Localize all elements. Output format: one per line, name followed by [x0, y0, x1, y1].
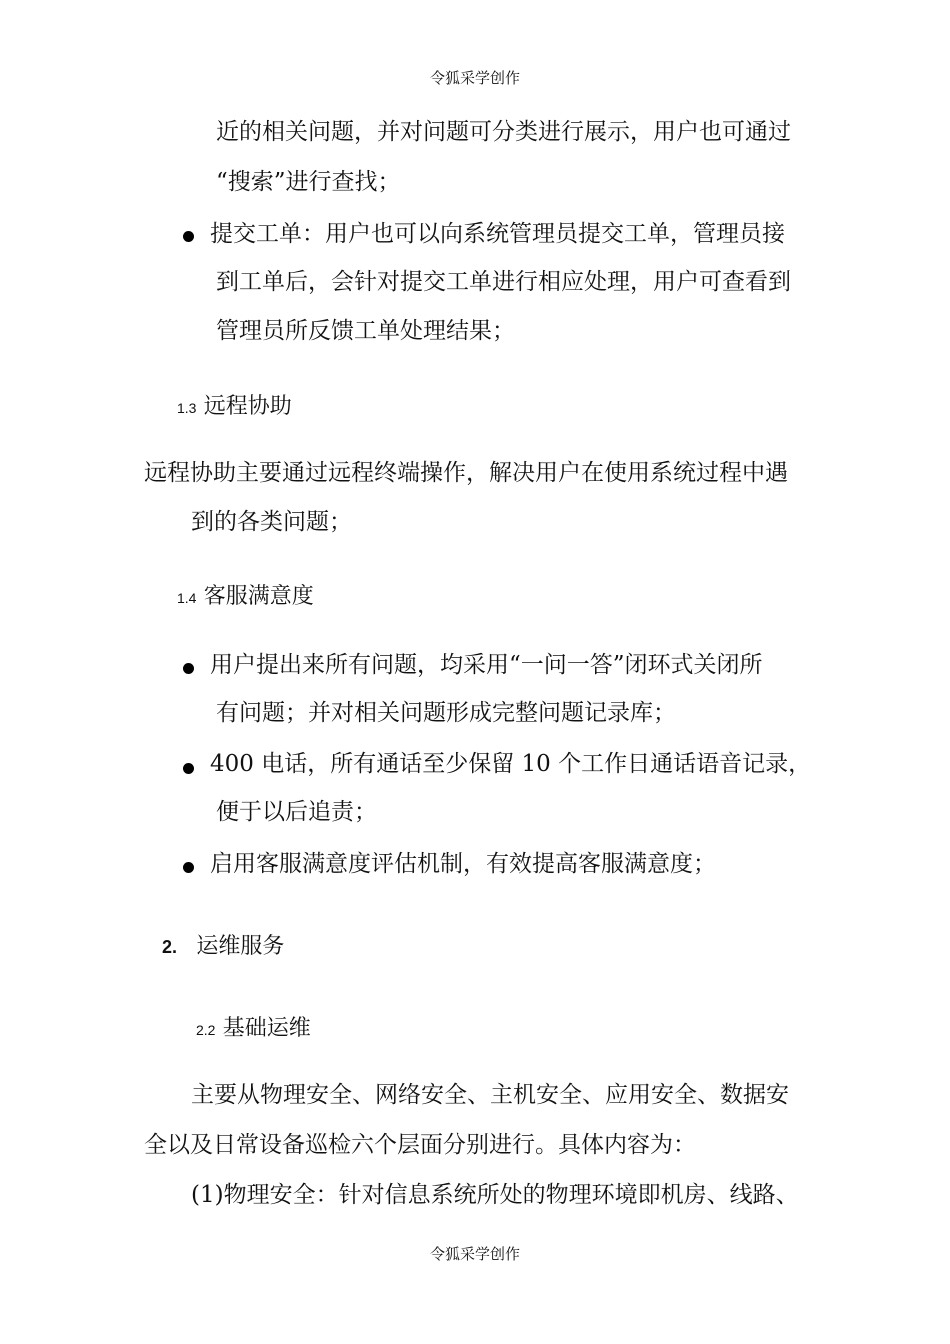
paragraph-line: (1)物理安全：针对信息系统所处的物理环境即机房、线路、 — [191, 1182, 799, 1208]
paragraph-line: 提交工单：用户也可以向系统管理员提交工单，管理员接 — [210, 221, 785, 247]
paragraph-line: 到工单后，会针对提交工单进行相应处理，用户可查看到 — [216, 269, 791, 295]
bullet-icon — [183, 231, 194, 242]
heading-text: 远程协助 — [203, 394, 292, 419]
paragraph-line: 远程协助主要通过远程终端操作，解决用户在使用系统过程中遇 — [144, 460, 788, 486]
section-heading-1-3 — [177, 390, 292, 424]
heading-text: 基础运维 — [222, 1016, 311, 1041]
paragraph-line: 400 电话，所有通话至少保留 10 个工作日通话语音记录， — [210, 751, 812, 777]
paragraph-line: 到的各类问题； — [191, 509, 352, 535]
paragraph-line: 便于以后追责； — [216, 799, 377, 825]
section-heading-2-2 — [196, 1012, 311, 1046]
heading-text: 客服满意度 — [203, 584, 314, 609]
paragraph-line: “搜索”进行查找； — [216, 169, 401, 195]
page-header: 令狐采学创作 — [429, 69, 520, 87]
paragraph-line: 近的相关问题，并对问题可分类进行展示，用户也可通过 — [216, 119, 791, 145]
section-heading-1-4 — [177, 580, 314, 614]
paragraph-line: 启用客服满意度评估机制，有效提高客服满意度； — [210, 851, 716, 877]
bullet-icon — [183, 663, 194, 674]
page-footer: 令狐采学创作 — [429, 1245, 520, 1263]
paragraph-line: 主要从物理安全、网络安全、主机安全、应用安全、数据安 — [191, 1082, 789, 1108]
section-heading-2 — [162, 930, 284, 963]
heading-number: 1.3 — [177, 400, 197, 416]
paragraph-line: 有问题；并对相关问题形成完整问题记录库； — [216, 700, 676, 726]
heading-number: 1.4 — [177, 590, 197, 606]
heading-number: 2.2 — [196, 1022, 216, 1038]
bullet-icon — [183, 763, 194, 774]
heading-text: 运维服务 — [196, 934, 285, 959]
paragraph-line: 用户提出来所有问题，均采用“一问一答”闭环式关闭所 — [210, 652, 763, 678]
bullet-icon — [183, 862, 194, 873]
heading-number: 2. — [162, 937, 178, 957]
paragraph-line: 全以及日常设备巡检六个层面分别进行。具体内容为： — [144, 1132, 696, 1158]
paragraph-line: 管理员所反馈工单处理结果； — [216, 318, 515, 344]
